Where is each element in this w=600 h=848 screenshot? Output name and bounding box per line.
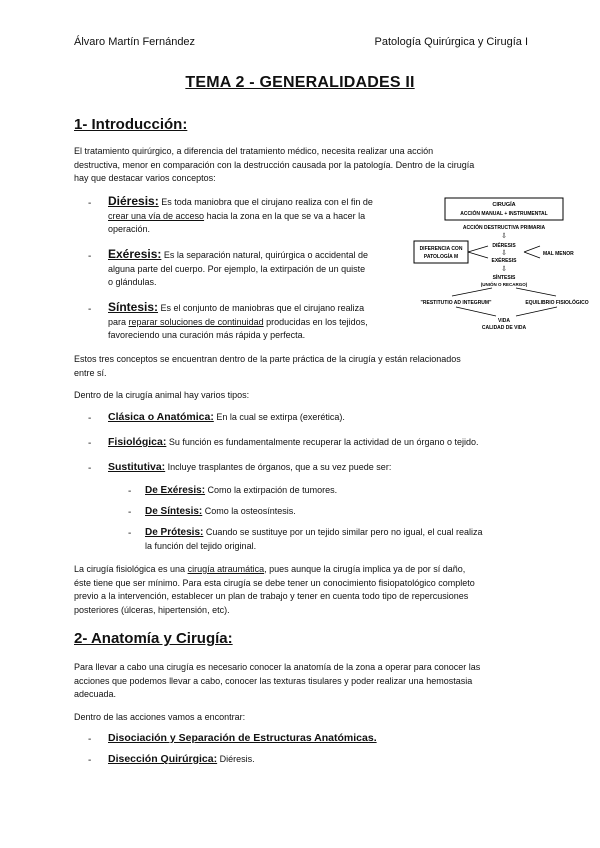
diagram-connector [516,307,557,316]
diagram-connector [456,307,496,316]
intro-line: El tratamiento quirúrgico, a diferencia del tratamiento médico, necesita realizar una acción [74,146,434,156]
anatomy-paragraph [74,661,534,702]
diagram-exeresis: EXÉRESIS [491,258,517,264]
intro-line: hay que destacar varios conceptos: [74,173,216,183]
concept-exeresis [108,248,408,290]
down-arrow: ⇩ [501,266,507,273]
section-1-heading: 1- Introducción: [74,116,188,133]
diagram-mal-menor: MAL MENOR [543,251,574,257]
text: producidas en los tejidos, [263,316,368,327]
diagram-vida: VIDA [498,318,510,324]
diagram-connector [524,252,540,258]
text: operación. [108,224,151,234]
text-line: entre sí. [74,367,107,378]
bullet-dash: - [88,755,92,766]
intro-paragraph [74,145,534,186]
after-concepts-paragraph [74,353,534,380]
bullet-dash: - [88,413,92,424]
bullet-dash: - [88,463,92,474]
text-line: Estos tres conceptos se encuentran dentro de la parte práctica de la cirugía y están relacionados [74,354,461,364]
text: alguna parte del cuerpo. Por ejemplo, la extirpación de un quiste [108,263,366,274]
bullet-dash: - [128,528,132,539]
term-fisiologica: Fisiológica: [108,436,167,448]
text-line: adecuada. [74,689,117,699]
diagram-primary: ACCIÓN DESTRUCTIVA PRIMARIA [462,225,546,231]
text: Cuando se sustituye por un tejido similar pero no igual, el cual realiza [203,527,483,537]
text: Como la osteosíntesis. [202,506,296,516]
down-arrow: ⇩ [501,250,507,257]
bullet-dash: - [88,251,92,262]
diagram-union: (UNIÓN O RECARGO) [480,282,528,287]
subtype-sintesis [145,505,296,519]
bullet-dash: - [88,304,92,315]
action-diseccion [108,753,255,767]
text: , pues aunque la cirugía implica ya de por sí daño, [264,564,466,574]
text-line: Para llevar a cabo una cirugía es necesario conocer la anatomía de la zona a operar para conocer las [74,662,481,672]
diagram-calidad: CALIDAD DE VIDA [481,325,527,331]
diagram-equilibrio: EQUILIBRIO FISIOLÓGICO [525,300,589,306]
intro-line: destructiva, menor en comparación con la destrucción causada por la patología. Dentro de la cirugía [74,159,475,170]
text: la función del tejido original. [145,540,257,551]
text: La cirugía fisiológica es una [74,564,188,574]
text: Es la separación natural, quirúrgica o accidental de [161,250,368,260]
underlined-phrase: cirugía atraumática [187,564,265,574]
diagram-connector [468,246,488,252]
actions-intro: Dentro de las acciones vamos a encontrar: [74,712,246,722]
bullet-dash: - [128,507,132,518]
diagram-connector [524,246,540,252]
underlined-phrase: crear una vía de acceso [108,210,205,221]
term-disociacion: Disociación y Separación de Estructuras Anatómicas. [108,732,377,744]
underlined-phrase: reparar soluciones de continuidad [128,316,264,327]
action-disociacion [108,732,377,746]
term-sustitutiva: Sustitutiva: [108,461,166,473]
term-diseccion: Disección Quirúrgica: [108,753,218,765]
diagram-accion-manual: ACCIÓN MANUAL + INSTRUMENTAL [460,211,548,217]
text: Es toda maniobra que el cirujano realiza con el fin de [158,197,373,207]
text: Como la extirpación de tumores. [205,485,338,495]
text-line: posteriores (úlceras, hipertensión, etc). [74,604,230,615]
page-title: TEMA 2 - GENERALIDADES II [185,74,415,91]
diagram-sintesis: SÍNTESIS [492,275,516,281]
text: hacia la zona en la que se va a hacer la [204,210,366,221]
bullet-dash: - [128,486,132,497]
diagram-cirugia: CIRUGÍA [492,202,516,208]
text: Diéresis. [217,754,255,764]
bullet-dash: - [88,198,92,209]
term-clasica: Clásica o Anatómica: [108,411,214,423]
term-exeresis: Exéresis: [108,247,162,261]
diagram-connector [468,252,488,258]
concept-sintesis [108,301,408,343]
fisiologica-paragraph [74,563,534,617]
text-line: éste tiene que ser mínimo. Para esta cirugía se debe tener un conocimiento fisiopatológico completo [74,577,475,588]
subtype-protesis [145,526,535,553]
text: para [108,316,129,327]
bullet-dash: - [88,734,92,745]
text-line: previo a la intervención, establecer un plan de trabajo y tener en cuenta todo tipo de repercusiones [74,591,469,601]
diagram-patologia: PATOLOGÍA M [423,254,459,260]
section-2-heading: 2- Anatomía y Cirugía: [74,630,233,647]
diagram-connector [516,288,556,296]
header-subject: Patología Quirúrgica y Cirugía I [374,36,528,48]
text: Su función es fundamentalmente recuperar la actividad de un órgano o tejido. [166,437,479,447]
diagram-dieresis: DIÉRESIS [492,243,516,249]
type-sustitutiva [108,461,391,475]
concept-diagram [412,196,600,364]
down-arrow: ⇩ [501,233,507,240]
text: Incluye trasplantes de órganos, que a su vez puede ser: [165,462,392,472]
text: favoreciendo una curación más rápida y perfecta. [108,330,306,340]
text: En la cual se extirpa (exerética). [213,412,345,422]
types-intro: Dentro de la cirugía animal hay varios tipos: [74,390,250,400]
diagram-diferencia: DIFERENCIA CON [419,246,463,252]
text-line: acciones que podemos llevar a cabo, conocer las texturas tisulares y poder realizar una hemostasia [74,675,473,686]
term-de-exeresis: De Exéresis: [145,485,206,496]
subtype-exeresis [145,484,337,498]
concept-dieresis [108,195,408,237]
type-clasica [108,411,345,425]
type-fisiologica [108,436,479,450]
bullet-dash: - [88,438,92,449]
text: o glándulas. [108,277,157,287]
term-sintesis: Síntesis: [108,300,159,314]
term-de-protesis: De Prótesis: [145,527,204,538]
diagram-connector [452,288,492,296]
text: Es el conjunto de maniobras que el cirujano realiza [158,303,365,313]
term-dieresis: Diéresis: [108,194,159,208]
term-de-sintesis: De Síntesis: [145,506,203,517]
header-author: Álvaro Martín Fernández [74,36,196,48]
diagram-restitutio: "RESTITUTIO AD INTEGRUM" [420,300,492,306]
